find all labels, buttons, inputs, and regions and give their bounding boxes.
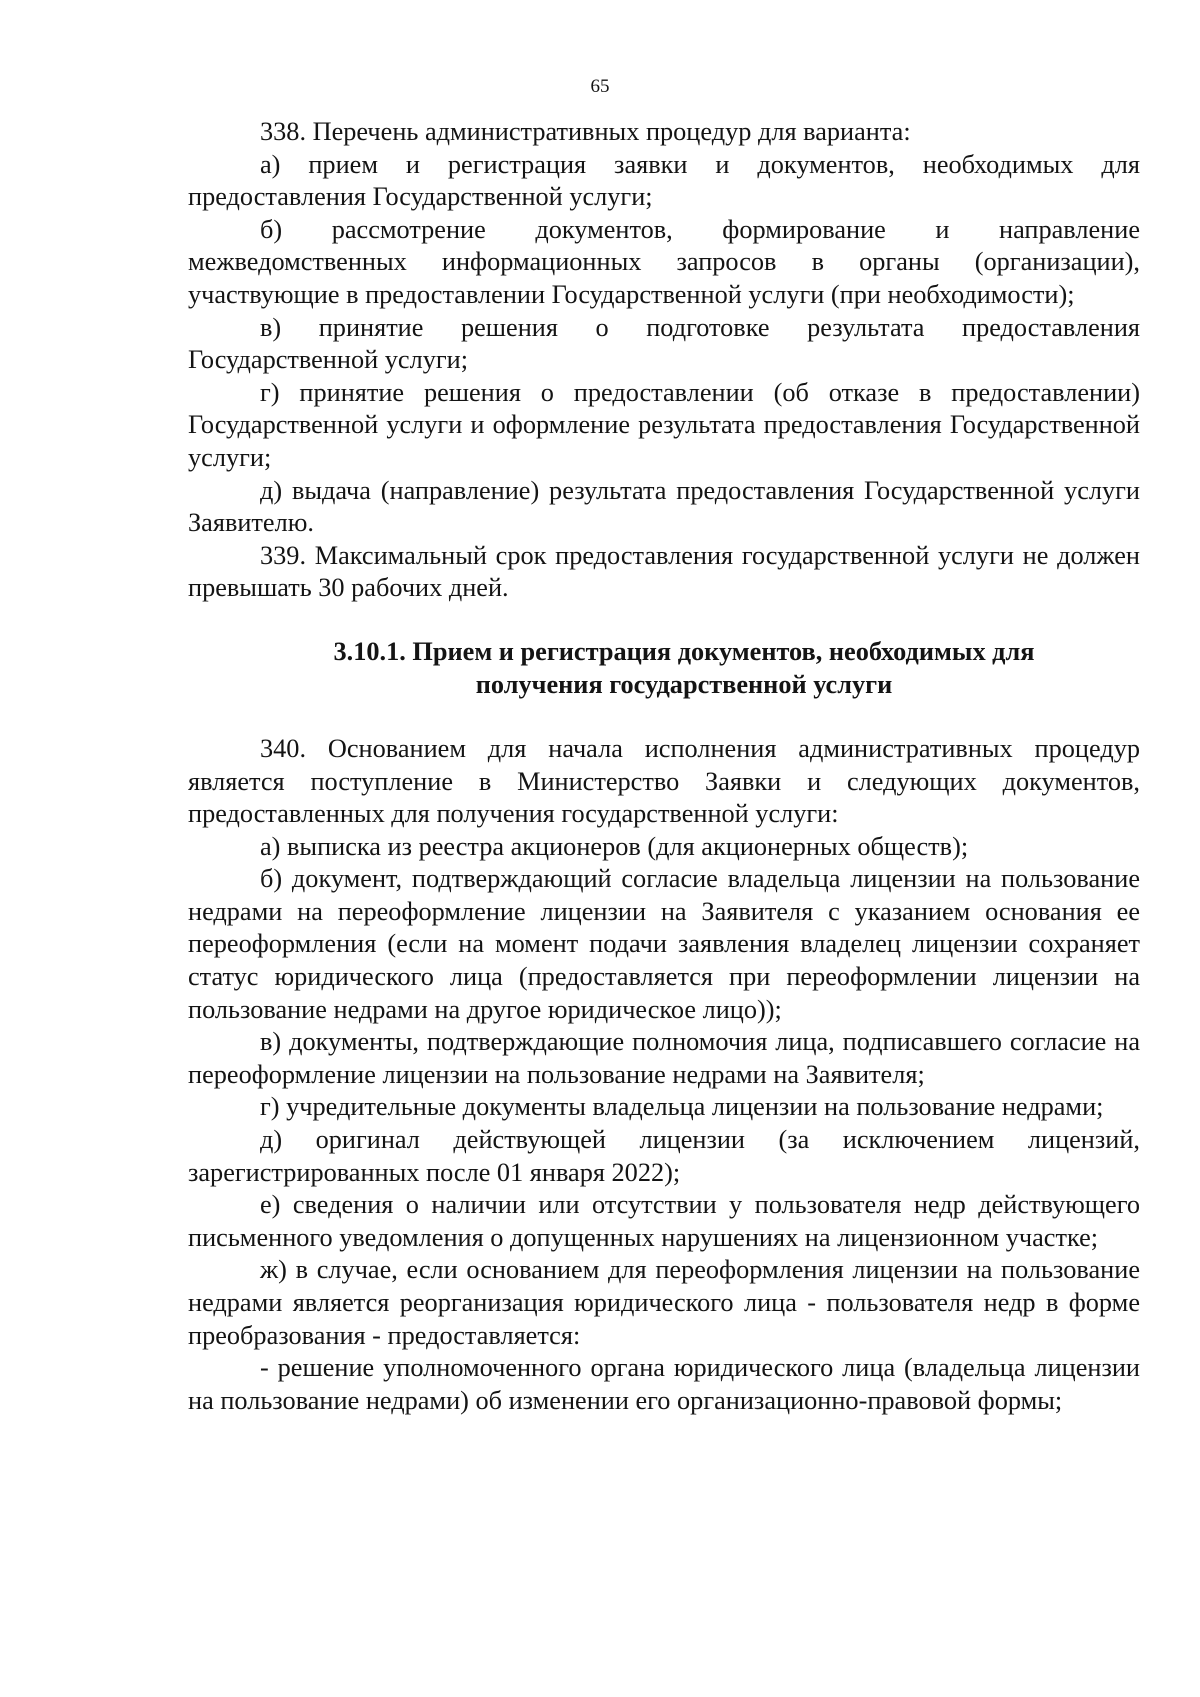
document-body (188, 116, 1140, 1417)
section-heading-line-2: получения государственной услуги (475, 669, 893, 699)
paragraph-340-b: б) документ, подтверждающий согласие владельца лицензии на пользование недрами на переоформление лицензии на Заявителя с указанием основания ее переоформления (если на момент подачи заявления владелец лицензии сохраняет статус юридического лица (предоставляется при переоформлении лицензии на пользование недрами на другое юридическое лицо)); (188, 864, 1140, 1024)
paragraph-340-a: а) выписка из реестра акционеров (для акционерных обществ); (260, 831, 969, 861)
page-number: 65 (590, 76, 610, 97)
paragraph-340-zh: ж) в случае, если основанием для переоформления лицензии на пользование недрами является реорганизация юридического лица - пользователя недр в форме преобразования - предоставляется: (188, 1255, 1140, 1350)
paragraph-339: 339. Максимальный срок предоставления государственной услуги не должен превышать 30 рабочих дней. (188, 540, 1140, 603)
paragraph-338-a: а) прием и регистрация заявки и документов, необходимых для предоставления Государственной услуги; (188, 149, 1140, 212)
paragraph-338-b: б) рассмотрение документов, формирование и направление межведомственных информационных запросов в органы (организации), участвующие в предоставлении Государственной услуги (при необходимости); (188, 214, 1140, 309)
paragraph-340-v: в) документы, подтверждающие полномочия лица, подписавшего согласие на переоформление лицензии на пользование недрами на Заявителя; (188, 1027, 1140, 1089)
section-heading-line-1: 3.10.1. Прием и регистрация документов, необходимых для (333, 636, 1035, 666)
paragraph-338-g: г) принятие решения о предоставлении (об отказе в предоставлении) Государственной услуги и оформление результата предоставления Государственной услуги; (188, 377, 1140, 472)
paragraph-338-d: д) выдача (направление) результата предоставления Государственной услуги Заявителю. (188, 475, 1140, 538)
paragraph-340-zh-dash: - решение уполномоченного органа юридического лица (владельца лицензии на пользование недрами) об изменении его организационно-правовой формы; (188, 1353, 1140, 1415)
paragraph-340-d: д) оригинал действующей лицензии (за исключением лицензий, зарегистрированных после 01 января 2022); (188, 1125, 1140, 1187)
paragraph-340-g: г) учредительные документы владельца лицензии на пользование недрами; (260, 1092, 1104, 1122)
section-heading (188, 635, 1140, 701)
paragraph-340: 340. Основанием для начала исполнения административных процедур является поступление в Министерство Заявки и следующих документов, предоставленных для получения государственной услуги: (188, 733, 1140, 829)
paragraph-340-e: е) сведения о наличии или отсутствии у пользователя недр действующего письменного уведомления о допущенных нарушениях на лицензионном участке; (188, 1190, 1140, 1252)
paragraph-338-v: в) принятие решения о подготовке результата предоставления Государственной услуги; (188, 312, 1140, 375)
paragraph-338: 338. Перечень административных процедур для варианта: (260, 117, 911, 146)
